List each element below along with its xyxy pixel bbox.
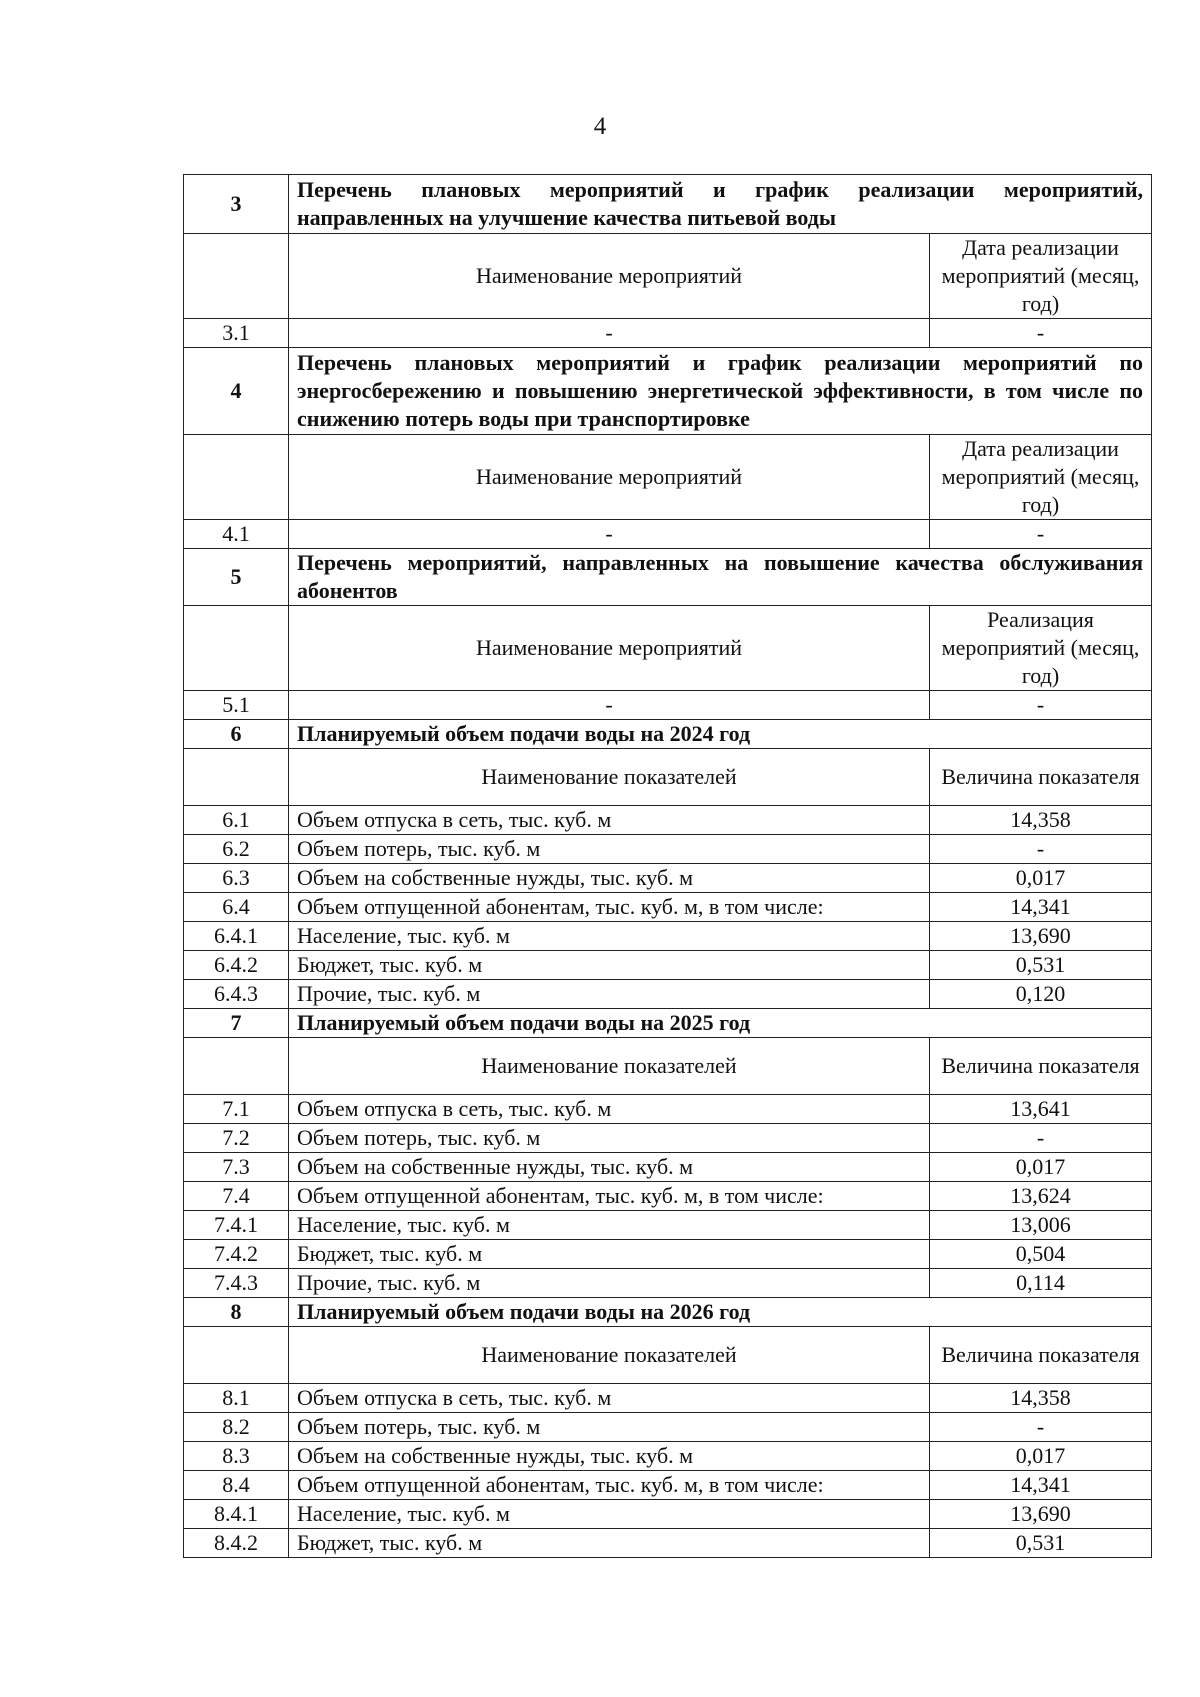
table-row: [184, 1500, 1152, 1529]
row-number: 6.4.3: [184, 980, 289, 1009]
table-row: [184, 1095, 1152, 1124]
row-number: 3.1: [184, 319, 289, 348]
row-number: 8.4.1: [184, 1500, 289, 1529]
row-name: -: [289, 319, 930, 348]
row-name: Население, тыс. куб. м: [289, 1211, 930, 1240]
column-header-row: [184, 749, 1152, 806]
section-header-4: [184, 348, 1152, 435]
table-row: [184, 1240, 1152, 1269]
section-number: 5: [184, 549, 289, 606]
column-header-value: Дата реализации мероприятий (месяц, год): [930, 234, 1152, 319]
table-row: [184, 691, 1152, 720]
row-name: Объем на собственные нужды, тыс. куб. м: [289, 1153, 930, 1182]
row-name: Объем отпуска в сеть, тыс. куб. м: [289, 1384, 930, 1413]
row-name: Объем на собственные нужды, тыс. куб. м: [289, 864, 930, 893]
table-row: [184, 1153, 1152, 1182]
table-row: [184, 1529, 1152, 1558]
column-header-row: [184, 435, 1152, 520]
column-header-row: [184, 606, 1152, 691]
row-number: 6.3: [184, 864, 289, 893]
row-number: 8.4: [184, 1471, 289, 1500]
row-number: 7.3: [184, 1153, 289, 1182]
row-name: Объем потерь, тыс. куб. м: [289, 835, 930, 864]
table-row: [184, 1442, 1152, 1471]
row-number: 8.4.2: [184, 1529, 289, 1558]
table-row: [184, 1384, 1152, 1413]
table-row: [184, 1182, 1152, 1211]
column-header-value: Дата реализации мероприятий (месяц, год): [930, 435, 1152, 520]
row-name: Объем отпущенной абонентам, тыс. куб. м, в том числе:: [289, 893, 930, 922]
row-value: 0,531: [930, 1529, 1152, 1558]
table-row: [184, 1413, 1152, 1442]
section-number: 3: [184, 175, 289, 234]
column-header-value: Реализация мероприятий (месяц, год): [930, 606, 1152, 691]
section-number: 4: [184, 348, 289, 435]
section-title: Планируемый объем подачи воды на 2026 год: [289, 1298, 1152, 1327]
empty-cell: [184, 1038, 289, 1095]
column-header-value: Величина показателя: [930, 1327, 1152, 1384]
section-number: 8: [184, 1298, 289, 1327]
row-value: -: [930, 520, 1152, 549]
row-number: 7.4.2: [184, 1240, 289, 1269]
row-name: Бюджет, тыс. куб. м: [289, 1240, 930, 1269]
row-name: Объем на собственные нужды, тыс. куб. м: [289, 1442, 930, 1471]
row-number: 8.3: [184, 1442, 289, 1471]
row-name: -: [289, 691, 930, 720]
section-title: Перечень мероприятий, направленных на повышение качества обслуживания абонентов: [289, 549, 1152, 606]
table-row: [184, 1471, 1152, 1500]
empty-cell: [184, 606, 289, 691]
row-number: 6.1: [184, 806, 289, 835]
section-header-7: [184, 1009, 1152, 1038]
row-number: 7.2: [184, 1124, 289, 1153]
row-name: Население, тыс. куб. м: [289, 1500, 930, 1529]
row-name: Объем потерь, тыс. куб. м: [289, 1413, 930, 1442]
plan-table: [183, 174, 1152, 1558]
row-value: 13,006: [930, 1211, 1152, 1240]
section-title: Перечень плановых мероприятий и график реализации мероприятий, направленных на улучшение качества питьевой воды: [289, 175, 1152, 234]
column-header-value: Величина показателя: [930, 749, 1152, 806]
row-value: -: [930, 1413, 1152, 1442]
row-name: Объем отпуска в сеть, тыс. куб. м: [289, 806, 930, 835]
row-number: 7.4: [184, 1182, 289, 1211]
row-value: 0,531: [930, 951, 1152, 980]
row-value: 0,017: [930, 864, 1152, 893]
row-value: 13,624: [930, 1182, 1152, 1211]
column-header-row: [184, 1038, 1152, 1095]
section-title: Планируемый объем подачи воды на 2024 год: [289, 720, 1152, 749]
table-row: [184, 980, 1152, 1009]
row-value: 0,017: [930, 1442, 1152, 1471]
table-row: [184, 319, 1152, 348]
row-value: 13,690: [930, 922, 1152, 951]
row-name: Прочие, тыс. куб. м: [289, 1269, 930, 1298]
row-value: 14,341: [930, 1471, 1152, 1500]
row-value: -: [930, 835, 1152, 864]
row-number: 8.1: [184, 1384, 289, 1413]
empty-cell: [184, 234, 289, 319]
row-value: 0,017: [930, 1153, 1152, 1182]
section-number: 6: [184, 720, 289, 749]
row-name: Объем потерь, тыс. куб. м: [289, 1124, 930, 1153]
section-header-6: [184, 720, 1152, 749]
row-name: Объем отпуска в сеть, тыс. куб. м: [289, 1095, 930, 1124]
table-row: [184, 922, 1152, 951]
row-name: Бюджет, тыс. куб. м: [289, 951, 930, 980]
row-number: 6.4.1: [184, 922, 289, 951]
column-header-name: Наименование показателей: [289, 1327, 930, 1384]
row-name: Объем отпущенной абонентам, тыс. куб. м, в том числе:: [289, 1471, 930, 1500]
row-name: -: [289, 520, 930, 549]
column-header-name: Наименование мероприятий: [289, 606, 930, 691]
row-value: -: [930, 691, 1152, 720]
table-row: [184, 1269, 1152, 1298]
empty-cell: [184, 435, 289, 520]
row-value: 0,114: [930, 1269, 1152, 1298]
row-value: 13,641: [930, 1095, 1152, 1124]
row-number: 6.2: [184, 835, 289, 864]
row-value: 0,120: [930, 980, 1152, 1009]
table-row: [184, 864, 1152, 893]
table-row: [184, 893, 1152, 922]
table-row: [184, 835, 1152, 864]
table-row: [184, 1211, 1152, 1240]
row-number: 7.4.3: [184, 1269, 289, 1298]
section-header-5: [184, 549, 1152, 606]
empty-cell: [184, 1327, 289, 1384]
row-name: Прочие, тыс. куб. м: [289, 980, 930, 1009]
row-number: 6.4.2: [184, 951, 289, 980]
empty-cell: [184, 749, 289, 806]
column-header-value: Величина показателя: [930, 1038, 1152, 1095]
row-number: 7.4.1: [184, 1211, 289, 1240]
row-number: 7.1: [184, 1095, 289, 1124]
row-number: 5.1: [184, 691, 289, 720]
row-value: 14,358: [930, 1384, 1152, 1413]
row-value: -: [930, 319, 1152, 348]
row-name: Объем отпущенной абонентам, тыс. куб. м, в том числе:: [289, 1182, 930, 1211]
row-value: 13,690: [930, 1500, 1152, 1529]
row-number: 8.2: [184, 1413, 289, 1442]
table-row: [184, 806, 1152, 835]
column-header-row: [184, 234, 1152, 319]
row-value: -: [930, 1124, 1152, 1153]
row-value: 14,341: [930, 893, 1152, 922]
section-header-8: [184, 1298, 1152, 1327]
row-number: 6.4: [184, 893, 289, 922]
row-value: 14,358: [930, 806, 1152, 835]
table-row: [184, 520, 1152, 549]
page-number: 4: [593, 113, 607, 140]
column-header-name: Наименование показателей: [289, 1038, 930, 1095]
section-title: Перечень плановых мероприятий и график реализации мероприятий по энергосбережению и повышению энергетической эффективности, в том числе по снижению потерь воды при транспортировке: [289, 348, 1152, 435]
row-name: Население, тыс. куб. м: [289, 922, 930, 951]
section-header-3: [184, 175, 1152, 234]
column-header-row: [184, 1327, 1152, 1384]
row-value: 0,504: [930, 1240, 1152, 1269]
table-row: [184, 951, 1152, 980]
row-name: Бюджет, тыс. куб. м: [289, 1529, 930, 1558]
table-row: [184, 1124, 1152, 1153]
column-header-name: Наименование показателей: [289, 749, 930, 806]
column-header-name: Наименование мероприятий: [289, 435, 930, 520]
column-header-name: Наименование мероприятий: [289, 234, 930, 319]
row-number: 4.1: [184, 520, 289, 549]
section-number: 7: [184, 1009, 289, 1038]
section-title: Планируемый объем подачи воды на 2025 год: [289, 1009, 1152, 1038]
